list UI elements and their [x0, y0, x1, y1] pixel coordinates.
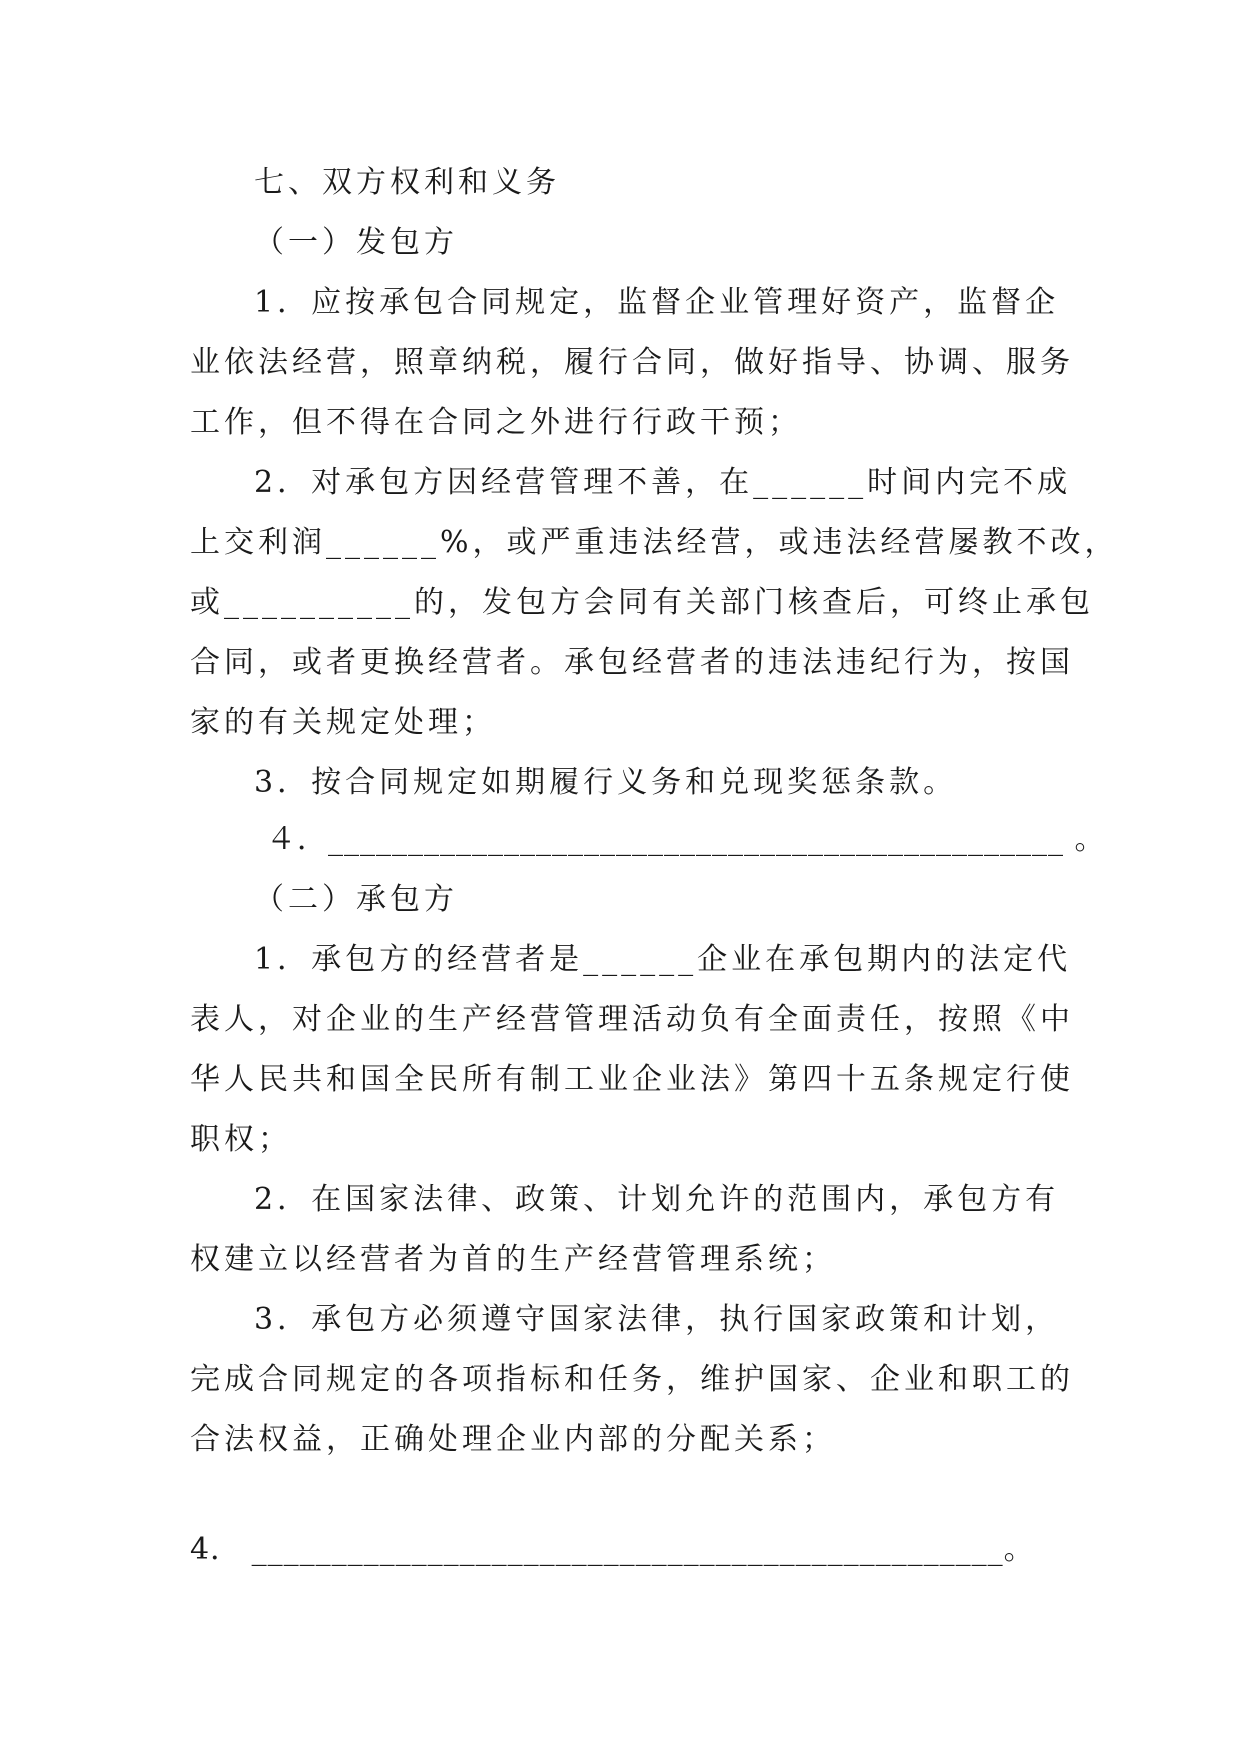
paragraph-line: 家的有关规定处理； — [190, 705, 496, 740]
subsection-heading: （一）发包方 — [254, 225, 458, 260]
paragraph-line: 1．承包方的经营者是______企业在承包期内的法定代 — [254, 942, 1072, 977]
blank-item-line: 4． _______________________________________________。 — [190, 1532, 1035, 1567]
subsection-heading: （二）承包方 — [254, 882, 458, 917]
paragraph-line: 1．应按承包合同规定，监督企业管理好资产，监督企 — [254, 285, 1060, 320]
paragraph-line: 华人民共和国全民所有制工业企业法》第四十五条规定行使 — [190, 1062, 1074, 1097]
paragraph-line: 职权； — [190, 1122, 292, 1157]
paragraph-line: 3．承包方必须遵守国家法律，执行国家政策和计划， — [254, 1302, 1060, 1337]
blank-item-line: ４．______________________________________________ 。 — [266, 822, 1106, 857]
paragraph-line: 权建立以经营者为首的生产经营管理系统； — [190, 1242, 836, 1277]
paragraph-line: 表人，对企业的生产经营管理活动负有全面责任，按照《中 — [190, 1002, 1074, 1037]
paragraph-line: 工作，但不得在合同之外进行行政干预； — [190, 405, 802, 440]
section-heading: 七、双方权利和义务 — [254, 165, 560, 200]
paragraph-line: 合同，或者更换经营者。承包经营者的违法违纪行为，按国 — [190, 645, 1074, 680]
paragraph-line: 2．在国家法律、政策、计划允许的范围内，承包方有 — [254, 1182, 1060, 1217]
paragraph-line: 3．按合同规定如期履行义务和兑现奖惩条款。 — [254, 765, 958, 800]
paragraph-line: 业依法经营，照章纳税，履行合同，做好指导、协调、服务 — [190, 345, 1074, 380]
paragraph-line: 上交利润______%，或严重违法经营，或违法经营屡教不改， — [190, 525, 1119, 560]
paragraph-line: 2．对承包方因经营管理不善，在______时间内完不成 — [254, 465, 1072, 500]
paragraph-line: 合法权益，正确处理企业内部的分配关系； — [190, 1422, 836, 1457]
paragraph-line: 完成合同规定的各项指标和任务，维护国家、企业和职工的 — [190, 1362, 1074, 1397]
paragraph-line: 或__________的，发包方会同有关部门核查后，可终止承包 — [190, 585, 1094, 620]
